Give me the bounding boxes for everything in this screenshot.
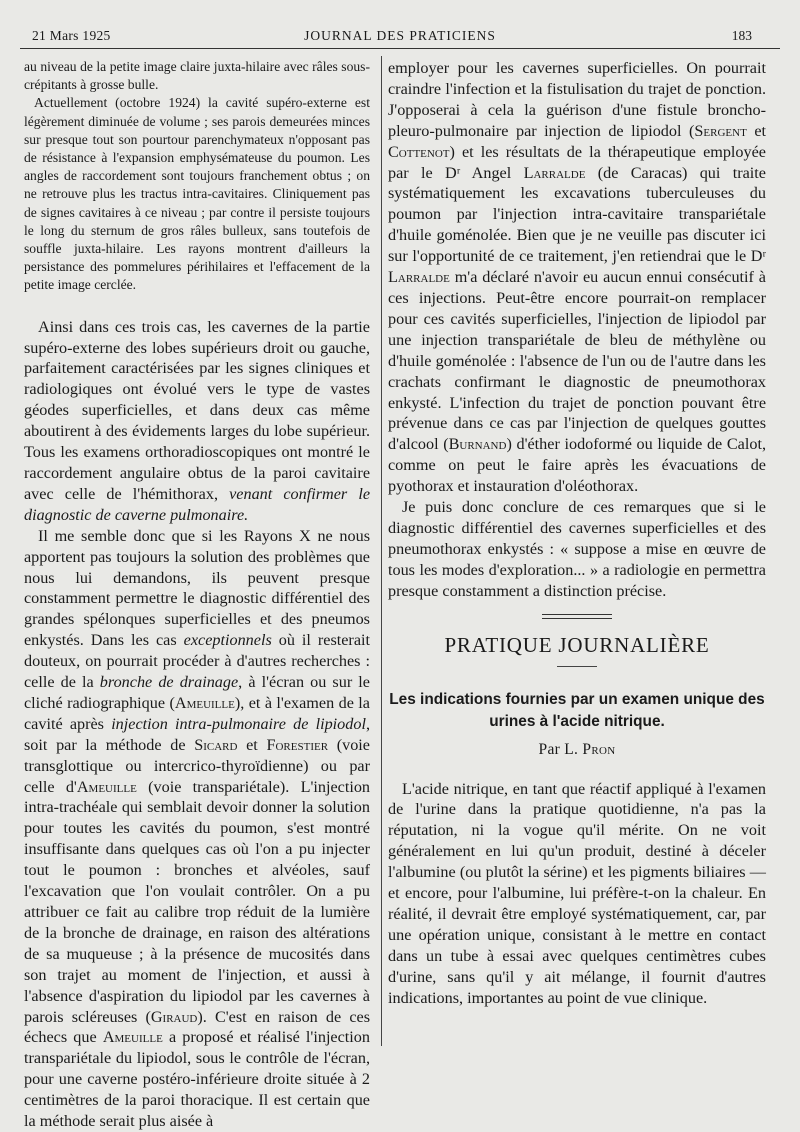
column-divider bbox=[381, 56, 382, 1046]
case-note-paragraph: Actuellement (octobre 1924) la cavité supéro-externe est légèrement diminuée de volume ; ses parois demeurées minces sur presque tout son pourtour parenchymateux n'opposant pas de résistance à l'expansion emphysémateuse du poumon. Les angles de raccordement sont toujours franchement obtus ; on ne retrouve plus les tractus intra-cavitaires. Cliniquement pas de signes cavitaires à ce niveau ; par contre il persiste toujours le long du sternum de gros râles bulleux, sans toutefois de souffle juxta-hilaire. Les rayons montrent d'ailleurs la persistance des pommelures périhilaires et l'effacement de la petite image cerclée. bbox=[24, 95, 370, 293]
article-body bbox=[388, 779, 766, 1009]
section-separator bbox=[542, 614, 612, 619]
case-note-paragraph: au niveau de la petite image claire juxta-hilaire avec râles sous-crépitants à grosse bulle. bbox=[24, 59, 370, 93]
paragraph: Ainsi dans ces trois cas, les cavernes de la partie supéro-externe des lobes supérieurs droit ou gauche, parfaitement caractérisées par les signes cliniques et radiologiques ont évolué vers le type de vastes géodes superficielles, et dans deux cas même aboutirent à des évidements larges du lobe supérieur. Tous les examens orthoradioscopiques ont montré le raccordement angulaire obtus de la paroi cavitaire avec celle de l'hémithorax, venant confirmer le diagnostic de caverne pulmonaire. bbox=[24, 317, 370, 524]
discussion-continued bbox=[388, 58, 766, 602]
byline: Par L. Pron bbox=[538, 740, 616, 758]
section-rule bbox=[557, 666, 597, 667]
paragraph: employer pour les cavernes superficielles. On pourrait craindre l'infection et la fistulisation du trajet de ponction. J'opposerai à cela la guérison d'une fistule broncho-pleuro-pulmonaire par injection de lipiodol (Sergent et Cottenot) et les résultats de la thérapeutique employée par le Dʳ Angel Larralde (de Caracas) qui traite systématiquement les excavations tuberculeuses du poumon par l'injection intra-cavitaire transpariétale d'huile goménolée. Bien que je ne veuille pas discuter ici sur l'opportunité de ce traitement, j'en retiendrai que le Dʳ Larralde m'a déclaré n'avoir eu aucun ennui consécutif à ces injections. Peut-être encore pourrait-on remplacer pour ces cavités superficielles, l'injection de lipiodol par une injection transpariétale de bleu de méthylène ou d'huile goménolée : l'absence de l'un ou de l'autre dans les crachats confirmant le diagnostic de pneumothorax enkysté. L'infection du trajet de ponction pouvant être prévenue dans ce cas par l'injection de quelques gouttes d'alcool (Burnand) d'éther iodoformé ou liquide de Calot, comme on peut le faire après les évacuations de pyothorax et instauration d'oléothorax. bbox=[388, 59, 766, 496]
author-name: Pron bbox=[582, 740, 616, 758]
conclusion-paragraph: Je puis donc conclure de ces remarques que si le diagnostic différentiel des cavernes superficielles et des pneumothorax enkystés : « suppose a mise en œuvre de tous les modes d'exploration... » a radiologie en permettra presque constamment a distinction précise. bbox=[388, 498, 766, 600]
page-number: 183 bbox=[731, 28, 752, 43]
paragraph: L'acide nitrique, en tant que réactif appliqué à l'examen de l'urine dans la pratique quotidienne, n'a pas la réputation, ni la vogue qu'il mérite. On ne voit généralement en lui qu'un produit, destiné à déceler l'albumine (ou plutôt la sérine) et les pigments biliaires — et encore, pour l'albumine, lui préfère-t-on la chaleur. En réalité, il devrait être employé systématiquement, car, par une opération unique, consistant à le mettre en contact dans un tube à essai avec quelques centimètres cubes d'urine, sans qu'il y ait mélange, il fournit d'autres indications, importantes au point de vue clinique. bbox=[388, 779, 766, 1007]
page-header bbox=[18, 26, 782, 48]
header-date: 21 Mars 1925 bbox=[32, 28, 111, 43]
paragraph: Il me semble donc que si les Rayons X ne nous apportent pas toujours la solution des problèmes que nous lui demandons, ils peuvent presque constamment permettre le diagnostic différentiel des grandes spélonques superficielles et des pneumos enkystés. Dans les cas exceptionnels où il resterait douteux, on pourrait procéder à d'autres recherches : celle de la bronche de drainage, à l'écran ou sur le cliché radiographique (Ameuille), et à l'examen de la cavité après injection intra-pulmonaire de lipiodol, soit par la méthode de Sicard et Forestier (voie transglottique ou intercrico-thyroïdienne) ou par celle d'Ameuille (voie transpariétale). L'injection intra-trachéale qui semblait devoir donner la solution pour toutes les cavités du poumon, s'est montré insuffisante dans quelques cas où l'on a pu injecter tout le poumon : bronches et alvéoles, sauf l'excavation que l'on voulait contrôler. On a pu attribuer ce fait au calibre trop réduit de la lumière de la bronche de drainage, en raison des altérations de sa muqueuse ; à la présence de mucosités dans son trajet au moment de l'injection, et aussi à l'absence d'aspiration du lipiodol par les cavernes à parois scléreuses (Giraud). C'est en raison de ces échecs que Ameuille a proposé et réalisé l'injection transpariétale du lipiodol, sous le contrôle de l'écran, pour une caverne postéro-inférieure droite située à 2 centimètres de la paroi thoracique. Il est certain que la méthode serait plus aisée à bbox=[24, 526, 371, 1131]
case-notes bbox=[24, 58, 370, 295]
section-title: PRATIQUE JOURNALIÈRE bbox=[444, 632, 710, 657]
header-rule bbox=[20, 48, 780, 49]
discussion bbox=[24, 317, 370, 1132]
article-title: Les indications fournies par un examen unique des urines à l'acide nitrique. bbox=[389, 690, 765, 730]
journal-title: JOURNAL DES PRATICIENS bbox=[304, 28, 496, 43]
right-column bbox=[388, 58, 766, 1009]
left-column bbox=[24, 58, 370, 1132]
